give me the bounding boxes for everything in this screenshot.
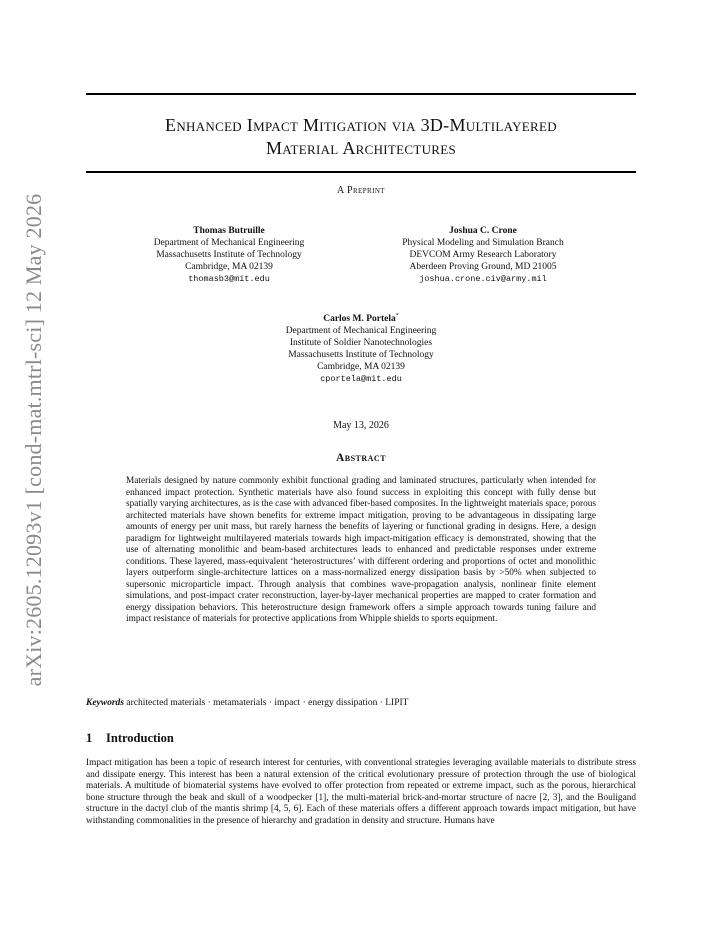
arxiv-sidebar — [8, 193, 60, 687]
author-email: joshua.crone.civ@army.mil — [419, 274, 547, 284]
author-affiliation-line: Department of Mechanical Engineering — [285, 326, 437, 337]
keywords-label: Keywords — [86, 698, 124, 708]
author-name: Joshua C. Crone — [449, 226, 517, 236]
author-name — [236, 310, 486, 325]
author-block-1 — [118, 225, 340, 285]
author-affiliation-line: DEVCOM Army Research Laboratory — [409, 250, 557, 260]
section-number: 1 — [86, 731, 93, 745]
section-heading-introduction — [86, 731, 174, 746]
author-affiliation-line: Institute of Soldier Nanotechnologies — [289, 338, 433, 349]
author-affiliation-line: Massachusetts Institute of Technology — [156, 250, 302, 260]
keywords-line — [86, 698, 636, 708]
author-name-text: Carlos M. Portela — [323, 314, 396, 325]
title-top-rule — [86, 93, 636, 95]
abstract-heading: Abstract — [335, 452, 387, 464]
corresponding-author-mark: * — [395, 313, 399, 319]
paper-title — [86, 114, 636, 160]
abstract-body: Materials designed by nature commonly exhibit functional grading and laminated structures, particularly when intended for enhanced impact protection. Synthetic materials have also found success in exploiting this concept with fully dense but spatially varying architectures, as is the case with advanced fiber-based composites. In the lightweight materials space, porous architected materials have shown benefits for extreme impact mitigation, proving to be advantageous in dissipating large amounts of energy per unit mass, but rarely harness the benefits of layering or functional grading in designs. Here, a design paradigm for lightweight multilayered materials towards high impact-mitigation efficacy is demonstrated, showing that the use of alternating monolithic and beam-based architectures leads to enhanced and predictable responses under extreme conditions. These layered, mass-equivalent ‘heterostructures’ with different ordering and proportions of octet and monolithic layers outperform single-architecture lattices on a mass-normalized energy dissipation basis by >50% when subjected to supersonic microparticle impact. Through analysis that combines wave-propagation analysis, nonlinear finite element simulations, and post-impact crater reconstruction, layer-by-layer mechanical properties are mapped to crater formation and energy dissipation behaviors. This heterostructure design framework offers a simple approach towards tuning failure and impact resistance of materials for protective applications from Whipple shields to sports equipment. — [126, 476, 596, 624]
title-line-2: Material Architectures — [265, 138, 457, 158]
section-title: Introduction — [106, 731, 174, 745]
author-email: cportela@mit.edu — [320, 374, 402, 385]
author-block-2 — [364, 225, 602, 285]
author-affiliation-line: Massachusetts Institute of Technology — [288, 350, 434, 361]
keywords-list: architected materials · metamaterials · impact · energy dissipation · LIPIT — [126, 698, 409, 708]
title-bottom-rule — [86, 171, 636, 173]
title-line-1: Enhanced Impact Mitigation via 3D-Multilayered — [165, 115, 557, 135]
author-email: thomasb3@mit.edu — [188, 274, 270, 284]
introduction-paragraph: Impact mitigation has been a topic of research interest for centuries, with conventional strategies leveraging available materials to distribute stress and dissipate energy. This interest has been a natural extension of the critical evolutionary pressure of protection through the use of biological materials. A multitude of biomaterial systems have evolved to offer protection from repeated or extreme impact, such as the porous, hierarchical bone structure through the beak and skull of a woodpecker [1], the multi-material brick-and-mortar structure of nacre [2, 3], and the Bouligand structure in the dactyl club of the mantis shrimp [4, 5, 6]. Each of these materials offers a different approach towards impact mitigation, but have withstanding commonalities in the presence of hierarchy and gradation in density and structure. Humans have — [86, 758, 636, 826]
author-block-3 — [236, 310, 486, 385]
author-affiliation-line: Department of Mechanical Engineering — [153, 238, 305, 248]
author-affiliation-line: Physical Modeling and Simulation Branch — [402, 238, 564, 248]
author-name: Thomas Butruille — [193, 226, 265, 236]
author-affiliation-line: Cambridge, MA 02139 — [317, 362, 405, 373]
author-affiliation-line: Aberdeen Proving Ground, MD 21005 — [409, 262, 557, 272]
arxiv-identifier: arXiv:2605.12093v1 [cond-mat.mtrl-sci] 12 May 2026 — [21, 193, 46, 687]
preprint-label: A Preprint — [337, 185, 385, 196]
author-affiliation-line: Cambridge, MA 02139 — [185, 262, 273, 272]
paper-date: May 13, 2026 — [333, 420, 389, 431]
